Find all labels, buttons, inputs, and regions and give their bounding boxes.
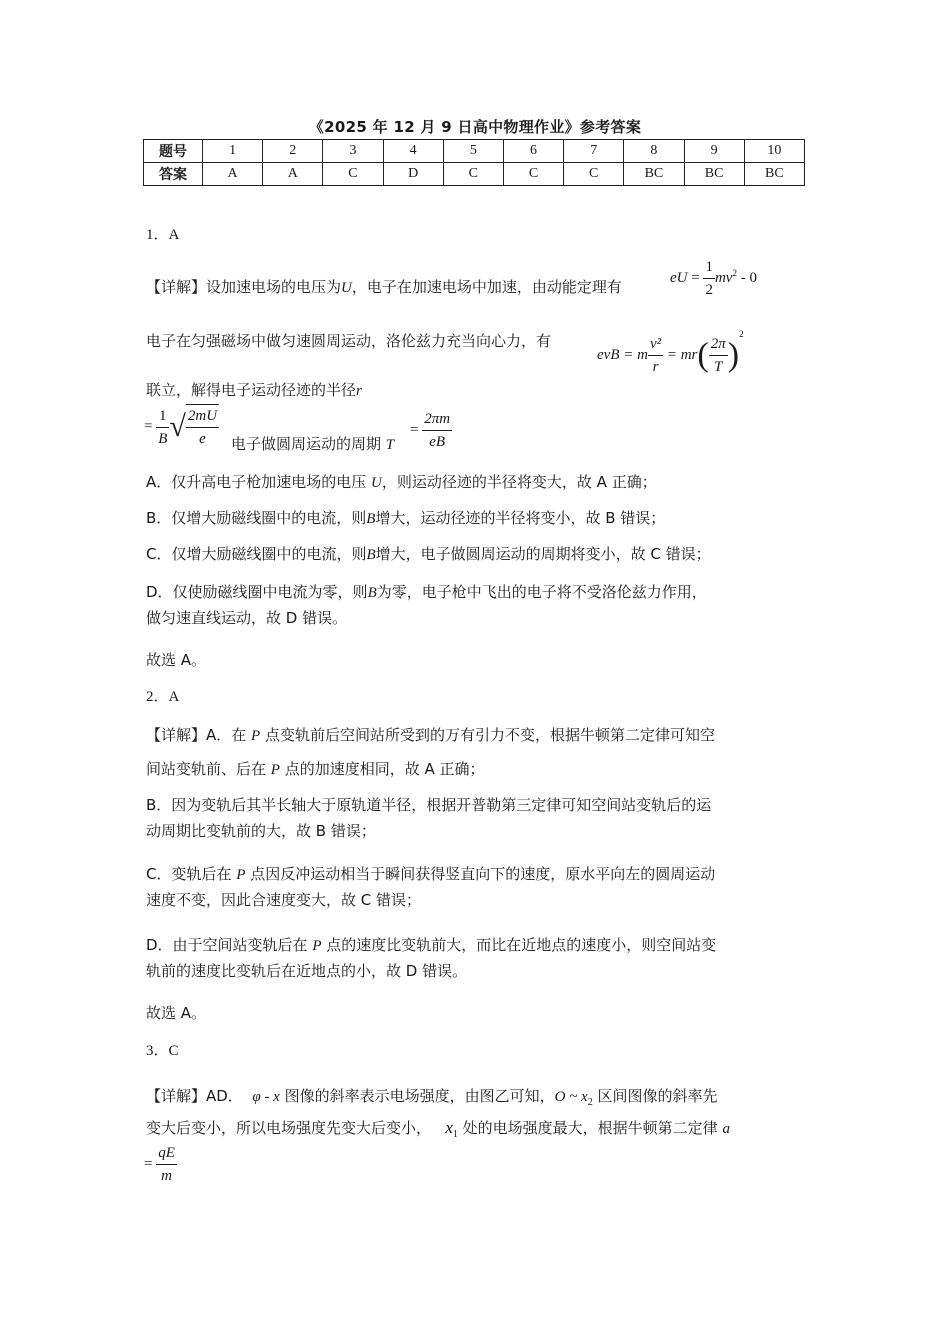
q1-energy-equation: eU = $\frac{1}{2}$ $mv^2 - 0$ [670, 256, 757, 301]
table-cell: 6 [503, 140, 563, 163]
table-cell: C [503, 163, 563, 186]
table-cell: 7 [564, 140, 624, 163]
q1-radius-formula: = $\frac{1}{B}$ √ $\frac{2mU}{e}$ [144, 404, 219, 450]
q2-option-a-line2: 间站变轨前、后在 P 点的加速度相同，故 A 正确； [146, 760, 485, 778]
q1-period-formula: = $\frac{2\pi m}{eB}$ [410, 408, 452, 453]
table-cell: BC [624, 163, 684, 186]
table-header-number: 题号 [144, 140, 203, 163]
q2-heading: 2．A [146, 689, 180, 705]
table-cell: BC [744, 163, 804, 186]
table-cell: BC [684, 163, 744, 186]
table-cell: 5 [443, 140, 503, 163]
table-cell: A [203, 163, 263, 186]
q3-detail-line1: 【详解】AD． φ - x 图像的斜率表示电场强度，由图乙可知，O ~ $x_2$ 区间图像的斜率先 [146, 1087, 718, 1108]
answer-table [143, 139, 805, 186]
q2-conclusion: 故选 A。 [146, 1004, 207, 1022]
q2-option-c-line2: 速度不变，因此合速度变大，故 C 错误； [146, 891, 422, 909]
table-cell: 2 [263, 140, 323, 163]
q2-option-b-line2: 动周期比变轨前的大，故 B 错误； [146, 822, 376, 840]
q3-acceleration-formula: = $\frac{qE}{m}$ [144, 1142, 177, 1187]
table-cell: 1 [203, 140, 263, 163]
table-cell: 3 [323, 140, 383, 163]
table-cell: 9 [684, 140, 744, 163]
q3-heading: 3．C [146, 1043, 179, 1059]
q1-detail-line3: 联立，解得电子运动径迹的半径r [146, 381, 362, 399]
page-title: 《2025 年 12 月 9 日高中物理作业》参考答案 [308, 118, 642, 136]
q1-lorentz-equation: evB = m $\frac{\text{v²}}{r}$ = mr( $\frac{2\pi}{T}$ )$^2$ [597, 329, 744, 378]
table-cell: C [443, 163, 503, 186]
q1-option-b: B．仅增大励磁线圈中的电流，则B增大，运动径迹的半径将变小，故 B 错误； [146, 509, 666, 527]
q1-option-d-line2: 做匀速直线运动，故 D 错误。 [146, 609, 348, 627]
table-cell: C [323, 163, 383, 186]
q1-conclusion: 故选 A。 [146, 651, 207, 669]
q3-detail-line2: 变大后变小，所以电场强度先变大后变小， $x_1$ 处的电场强度最大，根据牛顿第二定律 a [146, 1118, 730, 1140]
table-row-answers [144, 163, 805, 186]
table-cell: C [564, 163, 624, 186]
q1-detail-line2: 电子在匀强磁场中做匀速圆周运动，洛伦兹力充当向心力，有 [146, 332, 552, 350]
q2-option-d-line2: 轨前的速度比变轨后在近地点的小，故 D 错误。 [146, 962, 468, 980]
table-cell: 4 [383, 140, 443, 163]
table-row-numbers [144, 140, 805, 163]
q1-option-c: C．仅增大励磁线圈中的电流，则B增大，电子做圆周运动的周期将变小，故 C 错误； [146, 545, 711, 563]
table-cell: A [263, 163, 323, 186]
table-cell: D [383, 163, 443, 186]
q1-detail-line1: 【详解】设加速电场的电压为U，电子在加速电场中加速，由动能定理有 [146, 278, 622, 296]
table-cell: 8 [624, 140, 684, 163]
q2-option-d-line1: D．由于空间站变轨后在 P 点的速度比变轨前大，而比在近地点的速度小，则空间站变 [146, 936, 717, 954]
q1-heading: 1．A [146, 227, 180, 243]
q2-option-a-line1: 【详解】A．在 P 点变轨前后空间站所受到的万有引力不变，根据牛顿第二定律可知空 [146, 726, 716, 744]
q1-option-d-line1: D．仅使励磁线圈中电流为零，则B为零，电子枪中飞出的电子将不受洛伦兹力作用， [146, 583, 707, 601]
q1-option-a: A．仅升高电子枪加速电场的电压 U，则运动径迹的半径将变大，故 A 正确； [146, 473, 657, 491]
table-header-answer: 答案 [144, 163, 203, 186]
q1-period-text: 电子做圆周运动的周期 T [231, 435, 395, 453]
table-cell: 10 [744, 140, 804, 163]
q2-option-c-line1: C．变轨后在 P 点因反冲运动相当于瞬间获得竖直向下的速度，原水平向左的圆周运动 [146, 865, 716, 883]
q2-option-b-line1: B．因为变轨后其半长轴大于原轨道半径，根据开普勒第三定律可知空间站变轨后的运 [146, 796, 712, 814]
